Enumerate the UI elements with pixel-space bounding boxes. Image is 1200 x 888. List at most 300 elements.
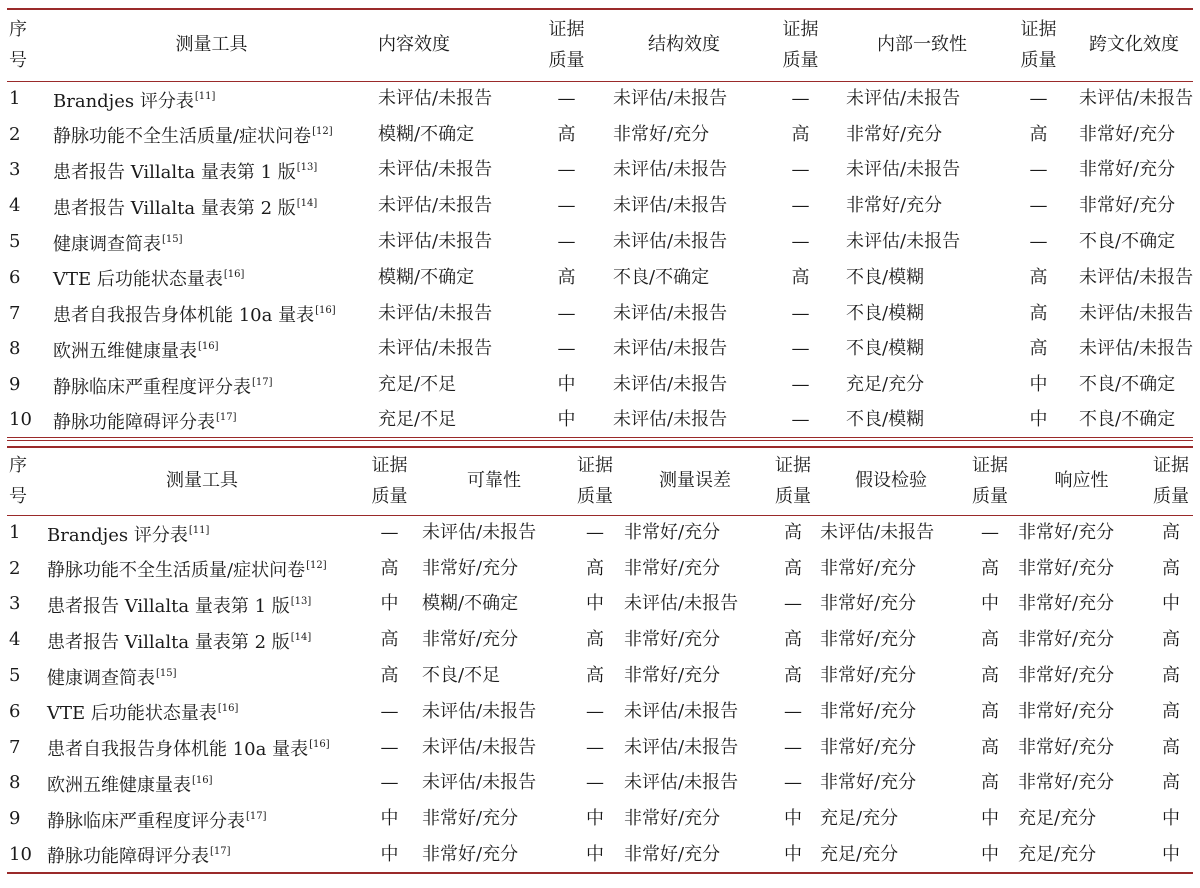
seq-header	[7, 447, 43, 515]
tool-name: VTE 后功能状态量表	[47, 703, 217, 725]
evidence-quality-cell: 高	[784, 629, 802, 651]
cross-cultural-validity-cell: 不良/不确定	[1079, 374, 1176, 396]
evidence-quality-cell: —	[557, 302, 576, 324]
hypothesis-testing-cell: 充足/充分	[820, 843, 899, 865]
evidence-quality-cell: 高	[1162, 665, 1180, 687]
tool-name: 静脉临床严重程度评分表	[53, 376, 251, 398]
evidence-quality-cell: 高	[784, 557, 802, 579]
structural-validity-cell: 未评估/未报告	[613, 302, 728, 324]
table-row	[7, 587, 1193, 623]
evidence-quality-cell: 中	[1029, 409, 1048, 431]
row-number: 8	[9, 338, 21, 360]
evidence-header-line2: 质量	[371, 486, 408, 508]
cross-cultural-validity-cell: 非常好/充分	[1079, 195, 1176, 217]
tool-name: 患者自我报告身体机能 10a 量表	[47, 739, 309, 761]
row-number: 6	[9, 700, 21, 722]
table-row	[7, 658, 1193, 694]
tool-name: 患者报告 Villalta 量表第 1 版	[47, 595, 290, 617]
evidence-quality-cell: —	[380, 736, 399, 758]
row-number: 2	[9, 123, 21, 145]
tool-name: Brandjes 评分表	[53, 90, 194, 112]
evidence-quality-cell: 中	[380, 808, 399, 830]
evidence-quality-cell: —	[557, 195, 576, 217]
evidence-quality-cell: 高	[1029, 266, 1048, 288]
evidence-quality-cell: 中	[784, 808, 802, 830]
structural-validity-header: 结构效度	[648, 34, 720, 56]
reliability-header: 可靠性	[467, 470, 521, 492]
table-row	[7, 117, 1193, 153]
evidence-quality-header	[759, 9, 842, 81]
evidence-quality-cell: 中	[981, 808, 999, 830]
row-number: 1	[9, 522, 21, 544]
reference-marker: [14]	[296, 197, 318, 209]
evidence-quality-cell: 高	[586, 557, 604, 579]
reference-marker: [16]	[315, 305, 336, 317]
table-row	[7, 296, 1193, 332]
reference-marker: [14]	[290, 631, 312, 643]
evidence-quality-cell: 高	[380, 629, 399, 651]
hypothesis-testing-cell: 非常好/充分	[820, 736, 917, 758]
evidence-quality-cell: 高	[791, 266, 810, 288]
evidence-header-line2: 质量	[972, 486, 1008, 508]
table-row	[7, 332, 1193, 368]
seq-header	[7, 9, 49, 81]
evidence-quality-cell: —	[784, 700, 802, 722]
evidence-quality-cell: —	[380, 700, 399, 722]
tool-name-cell	[43, 801, 361, 837]
evidence-quality-cell: 高	[586, 665, 604, 687]
responsiveness-cell: 非常好/充分	[1018, 629, 1115, 651]
table-row	[7, 367, 1193, 403]
structural-validity-cell: 不良/不确定	[613, 266, 710, 288]
reference-marker: [16]	[198, 340, 219, 352]
measurement-error-cell: 非常好/充分	[624, 665, 721, 687]
tool-name-cell	[49, 403, 374, 439]
internal-consistency-cell: 不良/模糊	[846, 302, 925, 324]
row-number: 5	[9, 665, 21, 687]
structural-validity-cell: 非常好/充分	[613, 123, 710, 145]
seq-header-line2: 号	[9, 486, 27, 508]
evidence-quality-cell: —	[1029, 231, 1048, 253]
hypothesis-testing-cell: 未评估/未报告	[820, 522, 935, 544]
reliability-cell: 非常好/充分	[422, 843, 519, 865]
measurement-error-cell: 未评估/未报告	[624, 736, 739, 758]
content-validity-header: 内容效度	[378, 34, 450, 56]
tool-name-cell	[49, 224, 374, 260]
evidence-quality-cell: 高	[557, 266, 576, 288]
evidence-quality-cell: —	[981, 522, 999, 544]
table-row	[7, 81, 1193, 117]
evidence-quality-header	[966, 447, 1014, 515]
tool-name-cell	[49, 260, 374, 296]
measurement-error-cell: 非常好/充分	[624, 557, 721, 579]
hypothesis-testing-cell: 充足/充分	[820, 808, 899, 830]
evidence-quality-cell: —	[791, 195, 810, 217]
seq-header-line2: 号	[9, 50, 27, 72]
evidence-quality-cell: —	[557, 159, 576, 181]
row-number: 3	[9, 593, 21, 615]
content-validity-cell: 未评估/未报告	[378, 338, 493, 360]
evidence-quality-header	[1002, 9, 1075, 81]
tool-name-cell	[49, 296, 374, 332]
reliability-cell: 模糊/不确定	[422, 593, 519, 615]
reliability-cell: 未评估/未报告	[422, 736, 537, 758]
evidence-quality-cell: 高	[586, 629, 604, 651]
table-row	[7, 551, 1193, 587]
evidence-quality-cell: 高	[1162, 736, 1180, 758]
tool-name-cell	[49, 117, 374, 153]
structural-validity-cell: 未评估/未报告	[613, 159, 728, 181]
evidence-quality-cell: 中	[784, 843, 802, 865]
reference-marker: [11]	[194, 90, 216, 102]
tool-name: 患者报告 Villalta 量表第 1 版	[53, 161, 296, 183]
evidence-quality-cell: 高	[981, 736, 999, 758]
responsiveness-header: 响应性	[1054, 470, 1109, 492]
reliability-cell: 非常好/充分	[422, 557, 519, 579]
evidence-quality-header	[570, 447, 620, 515]
row-number: 3	[9, 159, 21, 181]
tool-name-cell	[49, 81, 374, 117]
evidence-header-line1: 证据	[371, 455, 408, 477]
row-number: 5	[9, 231, 21, 253]
reference-marker: [17]	[246, 810, 267, 822]
internal-consistency-cell: 未评估/未报告	[846, 159, 961, 181]
hypothesis-testing-cell: 非常好/充分	[820, 772, 917, 794]
cross-cultural-validity-cell: 未评估/未报告	[1079, 266, 1194, 288]
tool-name-cell	[43, 515, 361, 551]
evidence-quality-cell: —	[557, 231, 576, 253]
internal-consistency-cell: 未评估/未报告	[846, 88, 961, 110]
reliability-cell: 非常好/充分	[422, 629, 519, 651]
content-validity-cell: 未评估/未报告	[378, 302, 493, 324]
evidence-quality-cell: 中	[1162, 843, 1180, 865]
evidence-quality-cell: 中	[1029, 374, 1048, 396]
tool-name: 静脉功能不全生活质量/症状问卷	[53, 126, 312, 148]
evidence-header-line1: 证据	[1020, 19, 1057, 41]
reliability-cell: 非常好/充分	[422, 808, 519, 830]
table-row	[7, 188, 1193, 224]
table-row	[7, 694, 1193, 730]
cross-cultural-validity-cell: 非常好/充分	[1079, 159, 1176, 181]
tool-name-cell	[43, 587, 361, 623]
tool-header: 测量工具	[166, 470, 238, 492]
reference-marker: [16]	[192, 774, 213, 786]
table-row	[7, 837, 1193, 873]
measurement-error-cell: 未评估/未报告	[624, 700, 739, 722]
tool-name: Brandjes 评分表	[47, 524, 188, 546]
tool-name-cell	[43, 837, 361, 873]
table-row	[7, 730, 1193, 766]
cross-cultural-validity-cell: 未评估/未报告	[1079, 302, 1194, 324]
measurement-error-cell: 非常好/充分	[624, 808, 721, 830]
evidence-quality-cell: —	[380, 772, 399, 794]
evidence-quality-cell: —	[1029, 159, 1048, 181]
evidence-quality-cell: —	[586, 522, 604, 544]
evidence-quality-cell: 高	[791, 123, 810, 145]
evidence-quality-header	[524, 9, 609, 81]
structural-validity-cell: 未评估/未报告	[613, 409, 728, 431]
row-number: 2	[9, 557, 21, 579]
evidence-quality-cell: 高	[981, 629, 999, 651]
tool-name: 静脉功能不全生活质量/症状问卷	[47, 560, 306, 582]
evidence-quality-cell: 中	[557, 409, 576, 431]
evidence-quality-cell: 高	[784, 665, 802, 687]
measurement-error-cell: 未评估/未报告	[624, 772, 739, 794]
table-row	[7, 515, 1193, 551]
evidence-quality-cell: 高	[981, 700, 999, 722]
table-row	[7, 153, 1193, 189]
cross-cultural-validity-cell: 非常好/充分	[1079, 123, 1176, 145]
evidence-quality-cell: —	[791, 231, 810, 253]
reference-marker: [13]	[290, 595, 312, 607]
reference-marker: [12]	[306, 560, 327, 572]
internal-consistency-cell: 非常好/充分	[846, 195, 943, 217]
reference-marker: [17]	[210, 846, 231, 858]
evidence-quality-cell: 中	[586, 808, 604, 830]
tool-name: 欧洲五维健康量表	[47, 774, 191, 796]
evidence-quality-cell: 中	[981, 593, 999, 615]
tool-name: 患者报告 Villalta 量表第 2 版	[53, 197, 296, 219]
evidence-header-line1: 证据	[548, 19, 585, 41]
evidence-quality-cell: 中	[380, 843, 399, 865]
tool-name: 健康调查简表	[53, 233, 161, 255]
reference-marker: [15]	[156, 667, 177, 679]
row-number: 8	[9, 772, 21, 794]
row-number: 1	[9, 88, 21, 110]
tool-name-cell	[49, 188, 374, 224]
hypothesis-testing-cell: 非常好/充分	[820, 557, 917, 579]
evidence-header-line2: 质量	[1020, 50, 1057, 72]
content-validity-cell: 未评估/未报告	[378, 231, 493, 253]
content-validity-cell: 充足/不足	[378, 409, 457, 431]
table-header-row	[7, 9, 1193, 81]
row-number: 7	[9, 302, 21, 324]
validity-table	[7, 8, 1193, 441]
responsiveness-cell: 充足/充分	[1018, 808, 1097, 830]
evidence-header-line2: 质量	[577, 486, 613, 508]
tool-name: 静脉临床严重程度评分表	[47, 810, 245, 832]
tool-name-cell	[43, 766, 361, 802]
structural-validity-cell: 未评估/未报告	[613, 374, 728, 396]
cross-cultural-validity-cell: 不良/不确定	[1079, 409, 1176, 431]
measurement-error-cell: 非常好/充分	[624, 843, 721, 865]
row-number: 7	[9, 736, 21, 758]
evidence-quality-cell: —	[586, 772, 604, 794]
table-row	[7, 260, 1193, 296]
evidence-header-line2: 质量	[775, 486, 811, 508]
evidence-quality-cell: —	[784, 593, 802, 615]
table-header-row	[7, 447, 1193, 515]
evidence-header-line2: 质量	[782, 50, 819, 72]
evidence-quality-cell: 高	[1162, 700, 1180, 722]
evidence-quality-header	[361, 447, 418, 515]
seq-header-line1: 序	[9, 455, 27, 477]
evidence-quality-cell: —	[791, 409, 810, 431]
structural-validity-cell: 未评估/未报告	[613, 338, 728, 360]
internal-consistency-cell: 不良/模糊	[846, 338, 925, 360]
cross-cultural-validity-cell: 未评估/未报告	[1079, 338, 1194, 360]
responsiveness-cell: 非常好/充分	[1018, 736, 1115, 758]
reference-marker: [16]	[223, 269, 245, 281]
tool-name: 患者报告 Villalta 量表第 2 版	[47, 631, 290, 653]
row-number: 4	[9, 629, 21, 651]
table-row	[7, 622, 1193, 658]
evidence-quality-cell: —	[791, 338, 810, 360]
table-row	[7, 403, 1193, 439]
reference-marker: [16]	[309, 739, 330, 751]
evidence-quality-cell: —	[557, 88, 576, 110]
reference-marker: [12]	[312, 126, 333, 138]
internal-consistency-cell: 充足/充分	[846, 374, 925, 396]
evidence-quality-cell: 高	[1162, 629, 1180, 651]
content-validity-cell: 未评估/未报告	[378, 159, 493, 181]
row-number: 9	[9, 374, 21, 396]
evidence-quality-cell: 高	[557, 123, 576, 145]
evidence-quality-cell: 高	[1162, 522, 1180, 544]
seq-header-line1: 序	[9, 19, 27, 41]
content-validity-cell: 未评估/未报告	[378, 195, 493, 217]
tool-name: VTE 后功能状态量表	[53, 269, 223, 291]
tool-name: 静脉功能障碍评分表	[53, 411, 215, 433]
content-validity-cell: 模糊/不确定	[378, 123, 475, 145]
evidence-header-line1: 证据	[1153, 455, 1189, 477]
evidence-quality-cell: 高	[784, 522, 802, 544]
internal-consistency-cell: 非常好/充分	[846, 123, 943, 145]
evidence-quality-cell: 中	[557, 374, 576, 396]
reference-marker: [13]	[296, 161, 318, 173]
evidence-header-line1: 证据	[782, 19, 819, 41]
evidence-quality-cell: 中	[1162, 808, 1180, 830]
evidence-quality-cell: —	[784, 736, 802, 758]
responsiveness-cell: 非常好/充分	[1018, 772, 1115, 794]
structural-validity-cell: 未评估/未报告	[613, 195, 728, 217]
evidence-quality-cell: 中	[981, 843, 999, 865]
evidence-quality-header	[770, 447, 816, 515]
content-validity-cell: 未评估/未报告	[378, 88, 493, 110]
tool-name: 患者自我报告身体机能 10a 量表	[53, 305, 315, 327]
evidence-quality-cell: —	[784, 772, 802, 794]
table-row	[7, 801, 1193, 837]
evidence-quality-cell: 高	[1162, 557, 1180, 579]
tool-name-cell	[49, 153, 374, 189]
tool-name-cell	[49, 367, 374, 403]
tool-name-cell	[43, 622, 361, 658]
evidence-quality-header	[1149, 447, 1193, 515]
reliability-cell: 未评估/未报告	[422, 772, 537, 794]
responsiveness-cell: 非常好/充分	[1018, 700, 1115, 722]
evidence-header-line1: 证据	[577, 455, 613, 477]
internal-consistency-header: 内部一致性	[877, 34, 967, 56]
evidence-quality-cell: 高	[380, 557, 399, 579]
evidence-quality-cell: 中	[380, 593, 399, 615]
evidence-quality-cell: 高	[1029, 302, 1048, 324]
row-number: 10	[9, 843, 32, 865]
evidence-quality-cell: —	[586, 736, 604, 758]
tool-name-cell	[43, 694, 361, 730]
measurement-error-cell: 非常好/充分	[624, 629, 721, 651]
reliability-cell: 不良/不足	[422, 665, 501, 687]
evidence-quality-cell: —	[791, 302, 810, 324]
tool-name-cell	[43, 551, 361, 587]
measurement-error-cell: 非常好/充分	[624, 522, 721, 544]
hypothesis-testing-cell: 非常好/充分	[820, 700, 917, 722]
evidence-header-line1: 证据	[972, 455, 1008, 477]
structural-validity-cell: 未评估/未报告	[613, 231, 728, 253]
evidence-quality-cell: —	[791, 88, 810, 110]
evidence-quality-cell: —	[557, 338, 576, 360]
content-validity-cell: 充足/不足	[378, 374, 457, 396]
measurement-error-cell: 未评估/未报告	[624, 593, 739, 615]
evidence-quality-cell: 中	[586, 593, 604, 615]
responsiveness-cell: 非常好/充分	[1018, 522, 1115, 544]
hypothesis-testing-cell: 非常好/充分	[820, 593, 917, 615]
row-number: 4	[9, 195, 21, 217]
table-row	[7, 766, 1193, 802]
evidence-quality-cell: —	[1029, 88, 1048, 110]
cross-cultural-validity-header: 跨文化效度	[1089, 34, 1179, 56]
hypothesis-testing-header: 假设检验	[855, 470, 927, 492]
tool-name-cell	[49, 332, 374, 368]
evidence-quality-cell: 高	[981, 772, 999, 794]
tool-name-cell	[43, 730, 361, 766]
internal-consistency-cell: 不良/模糊	[846, 409, 925, 431]
evidence-quality-cell: —	[1029, 195, 1048, 217]
measurement-error-header: 测量误差	[659, 470, 731, 492]
evidence-quality-cell: —	[586, 700, 604, 722]
evidence-quality-cell: 高	[380, 665, 399, 687]
evidence-quality-cell: —	[791, 159, 810, 181]
reference-marker: [17]	[216, 411, 237, 423]
table-row	[7, 224, 1193, 260]
structural-validity-cell: 未评估/未报告	[613, 88, 728, 110]
tool-name-cell	[43, 658, 361, 694]
responsiveness-cell: 非常好/充分	[1018, 557, 1115, 579]
reliability-cell: 未评估/未报告	[422, 522, 537, 544]
table-body	[7, 515, 1193, 873]
evidence-quality-cell: 高	[1029, 123, 1048, 145]
evidence-quality-cell: —	[791, 374, 810, 396]
content-validity-cell: 模糊/不确定	[378, 266, 475, 288]
row-number: 9	[9, 808, 21, 830]
reference-marker: [15]	[162, 233, 183, 245]
evidence-quality-cell: 中	[1162, 593, 1180, 615]
hypothesis-testing-cell: 非常好/充分	[820, 665, 917, 687]
cross-cultural-validity-cell: 未评估/未报告	[1079, 88, 1194, 110]
evidence-quality-cell: 高	[981, 557, 999, 579]
reference-marker: [17]	[252, 376, 273, 388]
tool-name: 健康调查简表	[47, 667, 155, 689]
internal-consistency-cell: 不良/模糊	[846, 266, 925, 288]
evidence-quality-cell: —	[380, 522, 399, 544]
evidence-quality-cell: 高	[981, 665, 999, 687]
cross-cultural-validity-cell: 不良/不确定	[1079, 231, 1176, 253]
tool-name: 欧洲五维健康量表	[53, 340, 197, 362]
reference-marker: [11]	[188, 524, 210, 536]
tool-name: 静脉功能障碍评分表	[47, 846, 209, 868]
row-number: 10	[9, 409, 32, 431]
evidence-header-line2: 质量	[548, 50, 585, 72]
evidence-quality-cell: 中	[586, 843, 604, 865]
evidence-quality-cell: 高	[1029, 338, 1048, 360]
reliability-table	[7, 446, 1193, 874]
row-number: 6	[9, 266, 21, 288]
table-body	[7, 81, 1193, 439]
evidence-header-line2: 质量	[1153, 486, 1189, 508]
hypothesis-testing-cell: 非常好/充分	[820, 629, 917, 651]
tool-header: 测量工具	[175, 34, 248, 56]
responsiveness-cell: 充足/充分	[1018, 843, 1097, 865]
reference-marker: [16]	[217, 703, 239, 715]
